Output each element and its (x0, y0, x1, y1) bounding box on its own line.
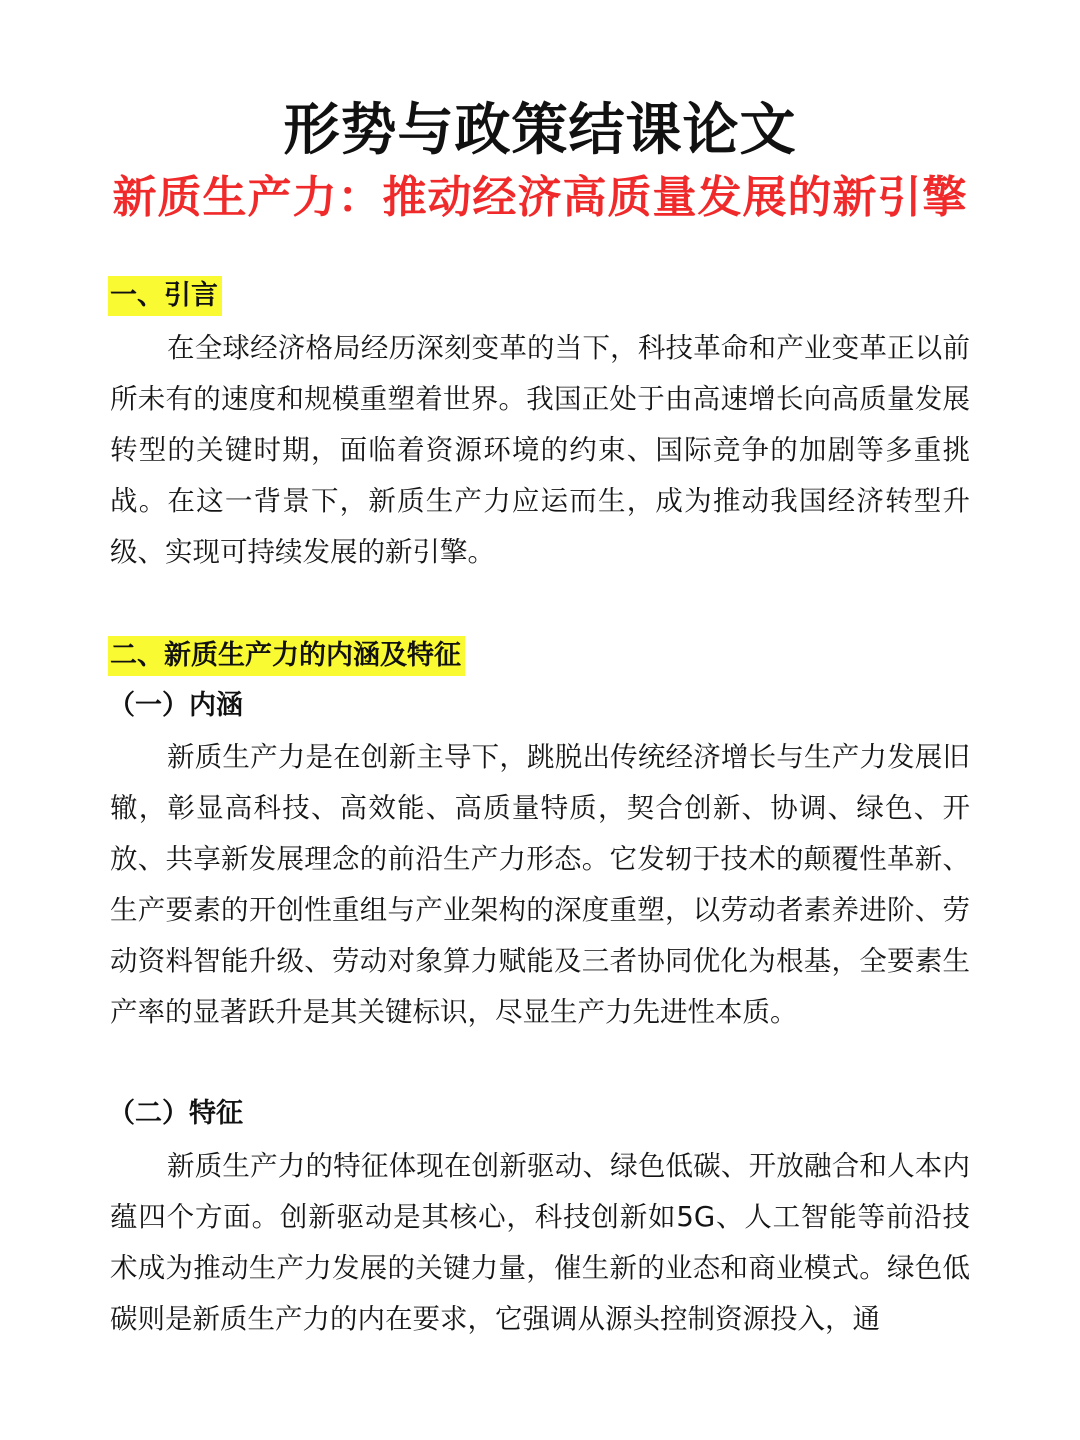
document-subtitle: 新质生产力：推动经济高质量发展的新引擎 (112, 172, 968, 223)
paragraph-connotation: 新质生产力是在创新主导下，跳脱出传统经济增长与生产力发展旧辙，彰显高科技、高效能、高质量特质，契合创新、协调、绿色、开放、共享新发展理念的前沿生产力形态。它发轫于技术的颠覆性革新、生产要素的开创性重组与产业架构的深度重塑，以劳动者素养进阶、劳动资料智能升级、劳动对象算力赋能及三者协同优化为根基，全要素生产率的显著跃升是其关键标识，尽显生产力先进性本质。 (110, 741, 970, 1028)
section-heading-connotation-features: 二、新质生产力的内涵及特征 (108, 636, 465, 676)
section-heading-introduction: 一、引言 (108, 276, 222, 316)
paragraph-introduction: 在全球经济格局经历深刻变革的当下，科技革命和产业变革正以前所未有的速度和规模重塑着世界。我国正处于由高速增长向高质量发展转型的关键时期，面临着资源环境的约束、国际竞争的加剧等多重挑战。在这一背景下，新质生产力应运而生，成为推动我国经济转型升级、实现可持续发展的新引擎。 (110, 332, 970, 568)
paragraph-features: 新质生产力的特征体现在创新驱动、绿色低碳、开放融合和人本内蕴四个方面。创新驱动是其核心，科技创新如5G、人工智能等前沿技术成为推动生产力发展的关键力量，催生新的业态和商业模式。绿色低碳则是新质生产力的内在要求，它强调从源头控制资源投入，通 (110, 1150, 970, 1335)
subsection-heading-features: （二）特征 (108, 1098, 243, 1129)
subsection-heading-connotation: （一）内涵 (108, 690, 243, 721)
document-title: 形势与政策结课论文 (283, 98, 797, 163)
